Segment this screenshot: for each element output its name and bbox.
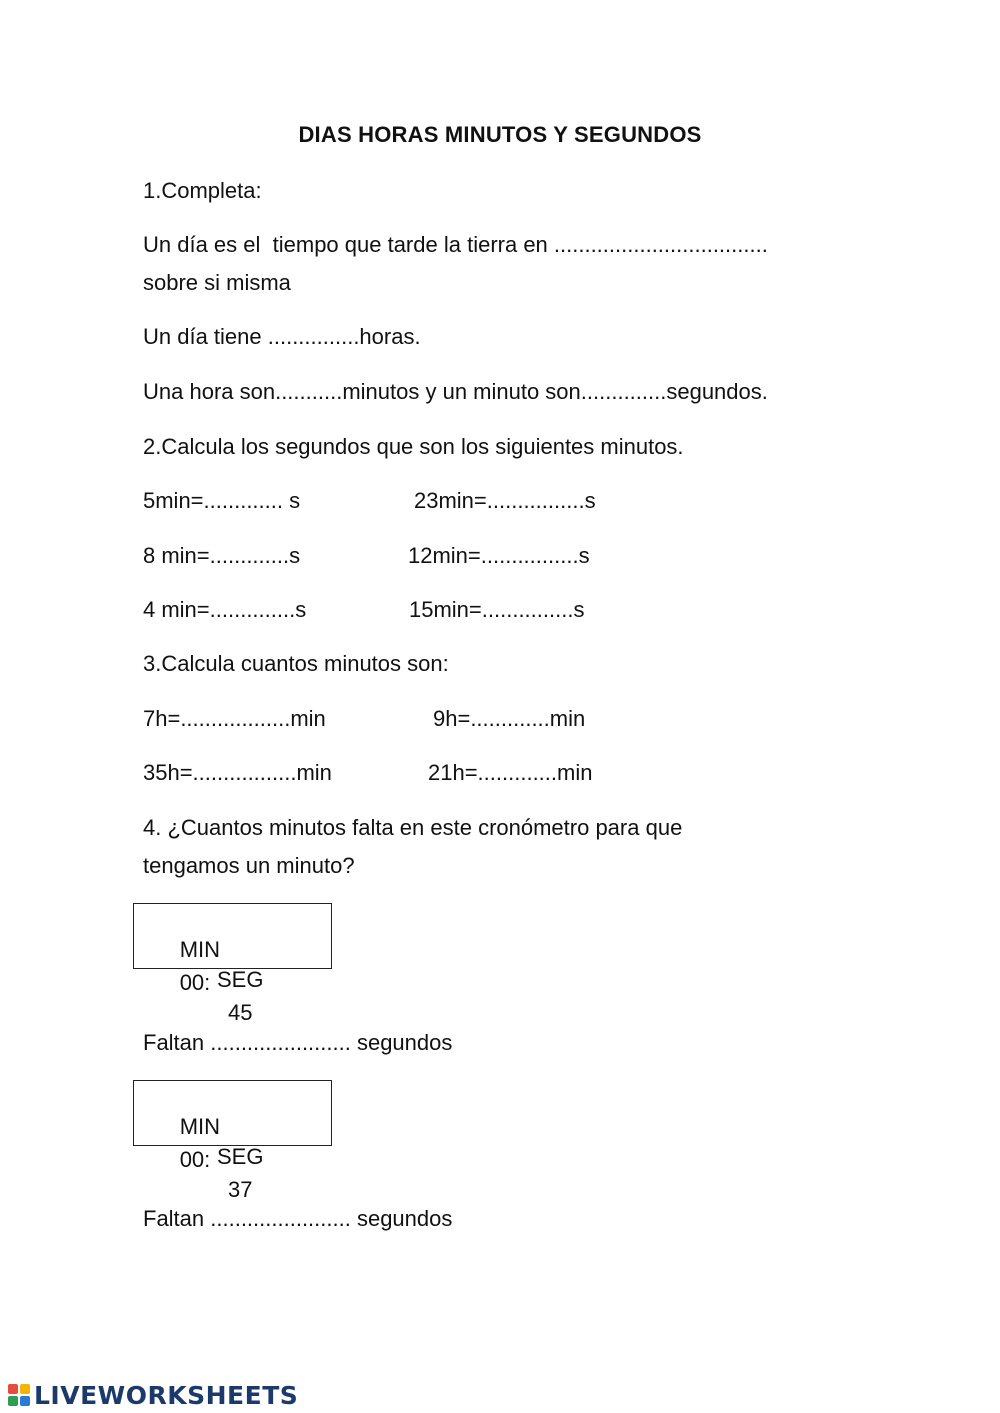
stopwatch-seg-value: 45 (228, 1000, 253, 1025)
stopwatch-min-value: 00: (179, 970, 211, 995)
section2-row2-right: 12min=................s (408, 543, 590, 568)
stopwatch-seg-value: 37 (228, 1177, 253, 1202)
answer-line-1: Faltan ....................... segundos (143, 1030, 453, 1055)
section1-line1b: sobre si misma (143, 270, 291, 295)
logo-blocks-icon (8, 1384, 30, 1406)
section3-heading: 3.Calcula cuantos minutos son: (143, 651, 449, 676)
page-title: DIAS HORAS MINUTOS Y SEGUNDOS (298, 122, 702, 147)
liveworksheets-logo[interactable] (8, 1378, 298, 1412)
section3-row2-left: 35h=.................min (143, 760, 332, 785)
section2-heading: 2.Calcula los segundos que son los siguientes minutos. (143, 434, 684, 459)
stopwatch-box-1 (133, 903, 332, 1025)
section2-row2-left: 8 min=.............s (143, 543, 301, 568)
logo-block (20, 1384, 30, 1394)
section1-line3: Una hora son...........minutos y un minuto son..............segundos. (143, 379, 768, 404)
stopwatch-seg-label: SEG (217, 967, 264, 992)
section3-row2-right: 21h=.............min (428, 760, 593, 785)
stopwatch-min-label: MIN (179, 937, 221, 962)
section1-heading: 1.Completa: (143, 178, 262, 203)
section3-row1-left: 7h=..................min (143, 706, 326, 731)
section2-row3-left: 4 min=..............s (143, 597, 307, 622)
section1-line2: Un día tiene ...............horas. (143, 324, 421, 349)
section2-row1-left: 5min=............. s (143, 488, 301, 513)
section4-heading-b: tengamos un minuto? (143, 853, 355, 878)
answer-line-2: Faltan ....................... segundos (143, 1206, 453, 1231)
logo-block (8, 1396, 18, 1406)
section3-row1-right: 9h=.............min (433, 706, 586, 731)
stopwatch-seg-label: SEG (217, 1144, 264, 1169)
stopwatch-box-2 (133, 1080, 332, 1202)
logo-block (8, 1384, 18, 1394)
stopwatch-min-value: 00: (179, 1147, 211, 1172)
stopwatch-min-label: MIN (179, 1114, 221, 1139)
section1-line1a: Un día es el tiempo que tarde la tierra en ................................... (143, 232, 768, 257)
logo-block (20, 1396, 30, 1406)
section2-row3-right: 15min=...............s (409, 597, 585, 622)
section4-heading-a: 4. ¿Cuantos minutos falta en este cronómetro para que (143, 815, 683, 840)
logo-text: LIVEWORKSHEETS (34, 1380, 299, 1410)
section2-row1-right: 23min=................s (414, 488, 596, 513)
